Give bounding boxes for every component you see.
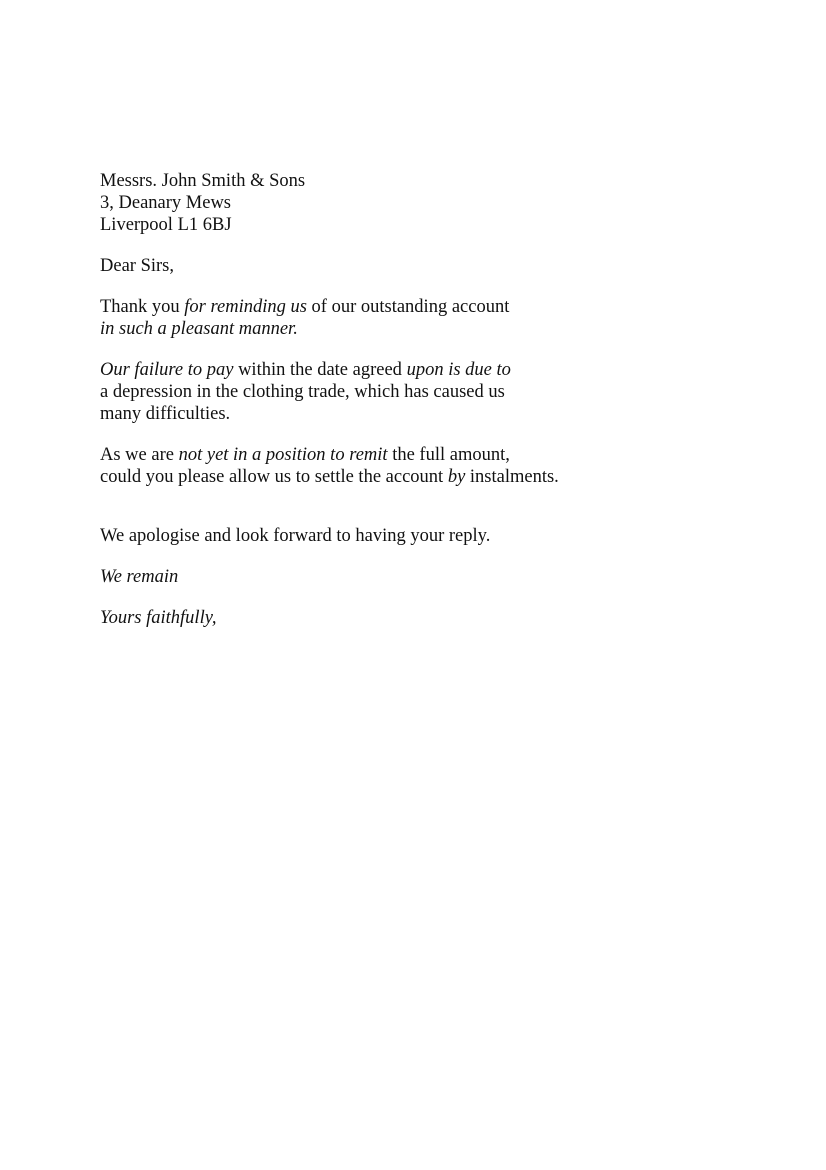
paragraph-2 xyxy=(100,359,740,425)
paragraph-3 xyxy=(100,444,740,488)
p3-text-line2-a: could you please allow us to settle the account xyxy=(100,467,448,487)
paragraph-2-line-2: a depression in the clothing trade, which has caused us xyxy=(100,382,505,402)
p3-text-c: the full amount, xyxy=(387,445,510,465)
address-line-1: Messrs. John Smith & Sons xyxy=(100,171,306,191)
p3-text-line2-c: instalments. xyxy=(465,467,559,487)
paragraph-3-line-2 xyxy=(100,466,740,488)
p1-text-c: of our outstanding account xyxy=(306,297,510,317)
paragraph-2-line-3: many difficulties. xyxy=(100,404,231,424)
p2-italic-a: Our failure to pay xyxy=(100,360,234,380)
closing-signoff xyxy=(100,607,740,629)
p2-text-b: within the date agreed xyxy=(233,360,407,380)
p3-text-a: As we are xyxy=(100,445,179,465)
salutation-text: Dear Sirs, xyxy=(100,256,174,276)
p1-italic-b: for reminding us xyxy=(184,297,307,317)
paragraph-3-line-1 xyxy=(100,444,740,466)
closing-remain-text: We remain xyxy=(100,567,179,587)
paragraph-1-line-1 xyxy=(100,296,740,318)
apology-text: We apologise and look forward to having your reply. xyxy=(100,526,491,546)
paragraph-1 xyxy=(100,296,740,340)
p3-italic-b: not yet in a position to remit xyxy=(178,445,388,465)
p1-italic-line2: in such a pleasant manner. xyxy=(100,319,298,339)
p2-italic-c: upon is due to xyxy=(406,360,511,380)
address-line-3: Liverpool L1 6BJ xyxy=(100,215,232,235)
salutation xyxy=(100,255,740,277)
p1-text-a: Thank you xyxy=(100,297,185,317)
paragraph-1-line-2 xyxy=(100,318,740,340)
letter-body xyxy=(100,170,740,629)
address-line-2: 3, Deanary Mews xyxy=(100,193,231,213)
p3-italic-line2-b: by xyxy=(447,467,466,487)
paragraph-2-line-1 xyxy=(100,359,740,381)
apology-paragraph xyxy=(100,525,740,547)
closing-remain xyxy=(100,566,740,588)
recipient-address xyxy=(100,170,740,236)
closing-signoff-text: Yours faithfully, xyxy=(100,608,217,628)
